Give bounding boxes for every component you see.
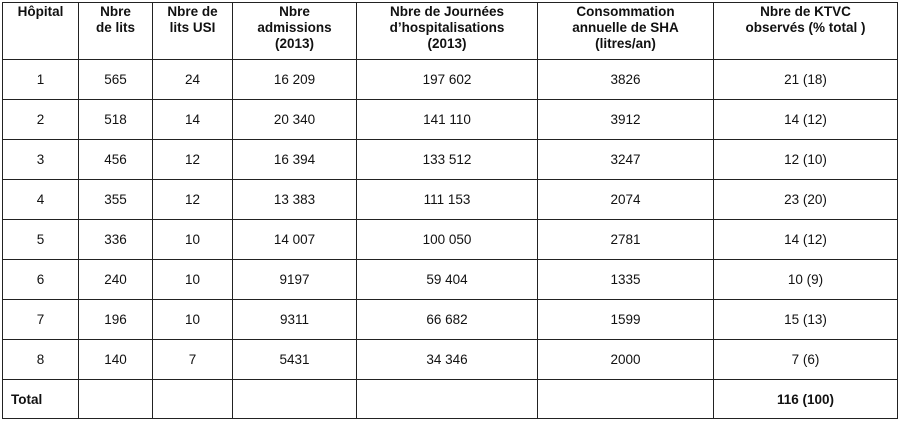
table-cell: 5431 — [233, 340, 357, 380]
header-journees: Nbre de Journées d’hospitalisations (2013) — [357, 3, 538, 60]
table-row — [3, 220, 898, 260]
table-cell: 2 — [3, 100, 79, 140]
table-cell: 66 682 — [357, 300, 538, 340]
table-cell: 20 340 — [233, 100, 357, 140]
table-cell: 34 346 — [357, 340, 538, 380]
table-cell: 9311 — [233, 300, 357, 340]
table-row — [3, 300, 898, 340]
table-row — [3, 260, 898, 300]
header-admissions: Nbre admissions (2013) — [233, 3, 357, 60]
table-cell: 23 (20) — [714, 180, 898, 220]
table-cell — [79, 380, 153, 419]
total-row — [3, 380, 898, 419]
table-cell — [233, 380, 357, 419]
table-cell: 14 (12) — [714, 100, 898, 140]
header-hopital: Hôpital — [3, 3, 79, 60]
table-cell: 21 (18) — [714, 60, 898, 100]
table-cell: 13 383 — [233, 180, 357, 220]
table-cell: 2781 — [538, 220, 714, 260]
table-cell: 100 050 — [357, 220, 538, 260]
table-cell: 355 — [79, 180, 153, 220]
table-cell: 3 — [3, 140, 79, 180]
table-cell: 7 (6) — [714, 340, 898, 380]
table-cell: 14 — [153, 100, 233, 140]
table-cell: 6 — [3, 260, 79, 300]
table-cell: 10 (9) — [714, 260, 898, 300]
table-cell: 5 — [3, 220, 79, 260]
table-cell: 8 — [3, 340, 79, 380]
table-cell: 133 512 — [357, 140, 538, 180]
header-sha: Consommation annuelle de SHA (litres/an) — [538, 3, 714, 60]
table-cell: 7 — [3, 300, 79, 340]
header-lits-usi: Nbre de lits USI — [153, 3, 233, 60]
table-row — [3, 180, 898, 220]
table-cell: 1335 — [538, 260, 714, 300]
table-cell — [153, 380, 233, 419]
table-cell: 518 — [79, 100, 153, 140]
table-cell: 141 110 — [357, 100, 538, 140]
table-cell: 59 404 — [357, 260, 538, 300]
header-ktvc: Nbre de KTVC observés (% total ) — [714, 3, 898, 60]
table-row — [3, 100, 898, 140]
table-cell: 12 (10) — [714, 140, 898, 180]
table-cell: 196 — [79, 300, 153, 340]
table-cell: 3247 — [538, 140, 714, 180]
table-cell: 140 — [79, 340, 153, 380]
table-cell: 14 007 — [233, 220, 357, 260]
header-nbre-lits: Nbre de lits — [79, 3, 153, 60]
table-cell: 111 153 — [357, 180, 538, 220]
table-cell: 24 — [153, 60, 233, 100]
total-ktvc: 116 (100) — [714, 380, 898, 419]
table-row — [3, 140, 898, 180]
table-cell: 12 — [153, 140, 233, 180]
table-cell — [538, 380, 714, 419]
table-cell: 10 — [153, 220, 233, 260]
table-cell: 336 — [79, 220, 153, 260]
table-cell: 10 — [153, 300, 233, 340]
table-cell: 1 — [3, 60, 79, 100]
table-cell: 4 — [3, 180, 79, 220]
table-body — [3, 60, 898, 380]
table-header-row — [3, 3, 898, 60]
table-cell: 3826 — [538, 60, 714, 100]
table-cell: 12 — [153, 180, 233, 220]
table-cell: 2074 — [538, 180, 714, 220]
table-cell: 197 602 — [357, 60, 538, 100]
table-cell: 456 — [79, 140, 153, 180]
table-cell: 1599 — [538, 300, 714, 340]
table-cell: 7 — [153, 340, 233, 380]
table-cell: 16 209 — [233, 60, 357, 100]
table-cell: 2000 — [538, 340, 714, 380]
table-cell: 14 (12) — [714, 220, 898, 260]
table-cell: 565 — [79, 60, 153, 100]
total-label: Total — [3, 380, 79, 419]
table-row — [3, 60, 898, 100]
table-cell: 3912 — [538, 100, 714, 140]
table-cell: 10 — [153, 260, 233, 300]
table-cell: 16 394 — [233, 140, 357, 180]
hospital-data-table — [2, 2, 898, 419]
table-cell — [357, 380, 538, 419]
table-cell: 9197 — [233, 260, 357, 300]
table-cell: 15 (13) — [714, 300, 898, 340]
table-cell: 240 — [79, 260, 153, 300]
table-row — [3, 340, 898, 380]
